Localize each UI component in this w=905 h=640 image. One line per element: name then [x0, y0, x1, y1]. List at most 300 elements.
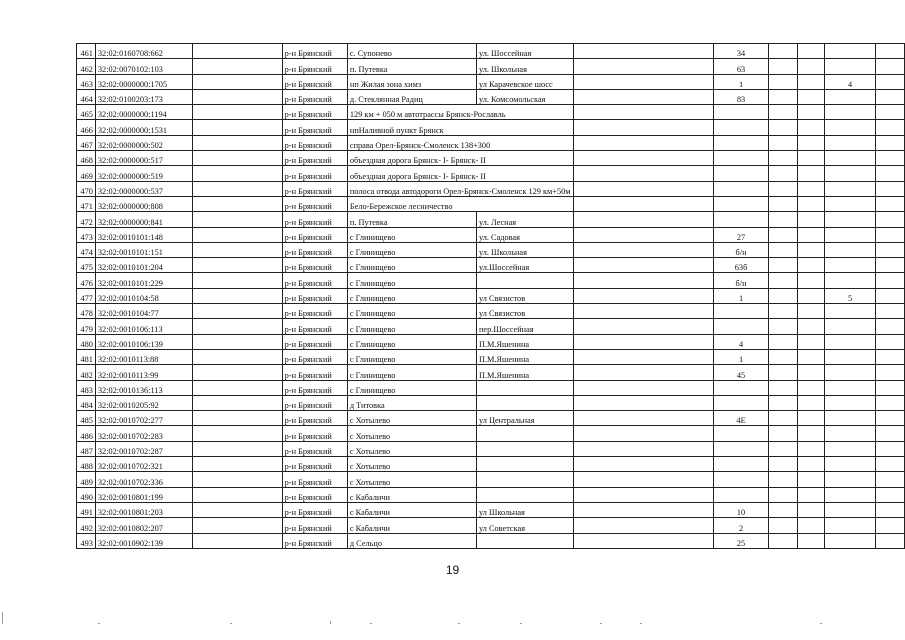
blank-cell	[798, 319, 825, 334]
blank-cell	[192, 242, 282, 257]
blank-cell	[573, 441, 713, 456]
table-row	[77, 319, 905, 334]
blank-cell	[876, 441, 905, 456]
blank-cell	[769, 319, 798, 334]
blank-cell	[192, 120, 282, 135]
district: р-н Брянский	[282, 151, 347, 166]
street: ул Советская	[476, 518, 573, 533]
blank-cell	[192, 487, 282, 502]
blank-cell	[573, 196, 713, 211]
blank-cell	[769, 212, 798, 227]
blank-cell	[769, 105, 798, 120]
blank-cell	[876, 426, 905, 441]
blank-cell	[876, 319, 905, 334]
blank-cell	[876, 365, 905, 380]
blank-cell	[192, 441, 282, 456]
blank-cell	[798, 349, 825, 364]
row-number: 473	[77, 227, 96, 242]
street: пер.Шоссейная	[476, 319, 573, 334]
blank-cell	[769, 518, 798, 533]
blank-cell	[876, 334, 905, 349]
blank-cell	[798, 105, 825, 120]
blank-cell	[769, 426, 798, 441]
street	[476, 472, 573, 487]
extra-number	[824, 105, 876, 120]
street: ул Связистов	[476, 288, 573, 303]
blank-cell	[192, 533, 282, 548]
blank-cell	[769, 151, 798, 166]
blank-cell	[573, 304, 713, 319]
blank-cell	[798, 212, 825, 227]
street	[476, 533, 573, 548]
locality: с Глинищево	[347, 258, 476, 273]
blank-cell	[798, 457, 825, 472]
blank-cell	[798, 273, 825, 288]
blank-cell	[769, 135, 798, 150]
locality: с Хотылево	[347, 426, 476, 441]
district: р-н Брянский	[282, 74, 347, 89]
locality: п. Путевка	[347, 212, 476, 227]
blank-cell	[876, 181, 905, 196]
blank-cell	[769, 44, 798, 59]
blank-cell	[798, 426, 825, 441]
blank-cell	[769, 227, 798, 242]
district: р-н Брянский	[282, 319, 347, 334]
house-number: 25	[713, 533, 769, 548]
cadastral-number: 32:02:0100203:173	[95, 89, 192, 104]
blank-cell	[769, 166, 798, 181]
extra-number	[824, 502, 876, 517]
extra-number	[824, 258, 876, 273]
locality: с Кабаличи	[347, 518, 476, 533]
district: р-н Брянский	[282, 89, 347, 104]
cadastral-number: 32:02:0000000:537	[95, 181, 192, 196]
blank-cell	[192, 212, 282, 227]
row-number: 468	[77, 151, 96, 166]
blank-cell	[798, 166, 825, 181]
blank-cell	[798, 502, 825, 517]
district: р-н Брянский	[282, 472, 347, 487]
blank-cell	[573, 273, 713, 288]
blank-cell	[876, 44, 905, 59]
blank-cell	[798, 395, 825, 410]
cadastral-number: 32:02:0010702:321	[95, 457, 192, 472]
street	[476, 273, 573, 288]
extra-number	[824, 166, 876, 181]
blank-cell	[192, 288, 282, 303]
district: р-н Брянский	[282, 365, 347, 380]
cadastral-number: 32:02:0010702:277	[95, 411, 192, 426]
cadastral-number: 32:02:0000000:808	[95, 196, 192, 211]
row-number: 484	[77, 395, 96, 410]
blank-cell	[769, 457, 798, 472]
table-row	[77, 395, 905, 410]
house-number: 63б	[713, 258, 769, 273]
district: р-н Брянский	[282, 166, 347, 181]
blank-cell	[573, 258, 713, 273]
street: ул. Школьная	[476, 59, 573, 74]
blank-cell	[798, 533, 825, 548]
blank-cell	[573, 227, 713, 242]
extra-number	[824, 151, 876, 166]
registry-sheet	[76, 43, 905, 549]
blank-cell	[798, 59, 825, 74]
house-number: 4Е	[713, 411, 769, 426]
row-number: 483	[77, 380, 96, 395]
table-row	[77, 487, 905, 502]
district: р-н Брянский	[282, 196, 347, 211]
row-number: 471	[77, 196, 96, 211]
locality: с Глинищево	[347, 349, 476, 364]
row-number: 491	[77, 502, 96, 517]
row-number: 470	[77, 181, 96, 196]
cadastral-number: 32:02:0000000:502	[95, 135, 192, 150]
district: р-н Брянский	[282, 380, 347, 395]
blank-cell	[798, 74, 825, 89]
blank-cell	[573, 319, 713, 334]
house-number	[713, 441, 769, 456]
extra-number	[824, 518, 876, 533]
blank-cell	[573, 181, 713, 196]
district: р-н Брянский	[282, 349, 347, 364]
blank-cell	[876, 380, 905, 395]
district: р-н Брянский	[282, 135, 347, 150]
blank-cell	[573, 166, 713, 181]
blank-cell	[876, 59, 905, 74]
cadastral-number: 32:02:0010801:199	[95, 487, 192, 502]
blank-cell	[573, 89, 713, 104]
blank-cell	[798, 472, 825, 487]
district: р-н Брянский	[282, 181, 347, 196]
blank-cell	[192, 304, 282, 319]
locality: Бело-Бережское лесничество	[347, 196, 573, 211]
blank-cell	[192, 334, 282, 349]
cadastral-number: 32:02:0010101:229	[95, 273, 192, 288]
blank-cell	[573, 411, 713, 426]
extra-number	[824, 349, 876, 364]
cadastral-number: 32:02:0010113:88	[95, 349, 192, 364]
blank-cell	[192, 273, 282, 288]
blank-cell	[192, 74, 282, 89]
district: р-н Брянский	[282, 273, 347, 288]
blank-cell	[769, 334, 798, 349]
locality: с Кабаличи	[347, 502, 476, 517]
house-number	[713, 457, 769, 472]
blank-cell	[769, 59, 798, 74]
blank-cell	[573, 334, 713, 349]
table-row	[77, 212, 905, 227]
blank-cell	[192, 181, 282, 196]
blank-cell	[573, 457, 713, 472]
blank-cell	[769, 258, 798, 273]
locality: с Глинищево	[347, 288, 476, 303]
blank-cell	[798, 258, 825, 273]
extra-number	[824, 304, 876, 319]
table-row	[77, 273, 905, 288]
blank-cell	[798, 365, 825, 380]
extra-number	[824, 395, 876, 410]
row-number: 465	[77, 105, 96, 120]
blank-cell	[192, 151, 282, 166]
house-number	[713, 319, 769, 334]
house-number: 63	[713, 59, 769, 74]
blank-cell	[192, 135, 282, 150]
blank-cell	[192, 365, 282, 380]
blank-cell	[876, 518, 905, 533]
table-row	[77, 151, 905, 166]
locality: с Глинищево	[347, 273, 476, 288]
district: р-н Брянский	[282, 395, 347, 410]
cadastral-number: 32:02:0010801:203	[95, 502, 192, 517]
table-row	[77, 242, 905, 257]
cadastral-number: 32:02:0000000:519	[95, 166, 192, 181]
house-number	[713, 380, 769, 395]
blank-cell	[769, 395, 798, 410]
blank-cell	[573, 135, 713, 150]
house-number: 10	[713, 502, 769, 517]
locality: с Хотылево	[347, 457, 476, 472]
blank-cell	[192, 457, 282, 472]
blank-cell	[573, 349, 713, 364]
house-number: 1	[713, 288, 769, 303]
table-row	[77, 518, 905, 533]
district: р-н Брянский	[282, 242, 347, 257]
street: ул. Шоссейная	[476, 44, 573, 59]
table-row	[77, 411, 905, 426]
blank-cell	[192, 166, 282, 181]
extra-number	[824, 472, 876, 487]
street: П.М.Яшенина	[476, 349, 573, 364]
district: р-н Брянский	[282, 411, 347, 426]
locality: с Глинищево	[347, 227, 476, 242]
locality: с Глинищево	[347, 365, 476, 380]
house-number: 27	[713, 227, 769, 242]
registry-rows	[77, 44, 905, 549]
house-number: б/н	[713, 273, 769, 288]
district: р-н Брянский	[282, 44, 347, 59]
extra-number	[824, 89, 876, 104]
table-row	[77, 135, 905, 150]
locality: нп Жилая зона химз	[347, 74, 476, 89]
cadastral-number: 32:02:0000000:517	[95, 151, 192, 166]
house-number: 2	[713, 518, 769, 533]
extra-number	[824, 411, 876, 426]
cadastral-number: 32:02:0010702:287	[95, 441, 192, 456]
cadastral-number: 32:02:0010101:148	[95, 227, 192, 242]
district: р-н Брянский	[282, 227, 347, 242]
row-number: 487	[77, 441, 96, 456]
blank-cell	[573, 212, 713, 227]
blank-cell	[573, 74, 713, 89]
district: р-н Брянский	[282, 533, 347, 548]
house-number	[713, 181, 769, 196]
blank-cell	[876, 196, 905, 211]
blank-cell	[876, 151, 905, 166]
blank-cell	[192, 44, 282, 59]
blank-cell	[876, 411, 905, 426]
district: р-н Брянский	[282, 441, 347, 456]
cadastral-number: 32:02:0010902:139	[95, 533, 192, 548]
blank-cell	[192, 227, 282, 242]
blank-cell	[769, 120, 798, 135]
house-number	[713, 304, 769, 319]
house-number	[713, 472, 769, 487]
blank-cell	[192, 395, 282, 410]
table-row	[77, 304, 905, 319]
blank-cell	[798, 334, 825, 349]
table-row	[77, 227, 905, 242]
blank-cell	[769, 380, 798, 395]
cadastral-number: 32:02:0010101:151	[95, 242, 192, 257]
district: р-н Брянский	[282, 334, 347, 349]
blank-cell	[876, 472, 905, 487]
row-number: 472	[77, 212, 96, 227]
blank-cell	[769, 273, 798, 288]
row-number: 481	[77, 349, 96, 364]
extra-number	[824, 44, 876, 59]
blank-cell	[573, 151, 713, 166]
street: ул Карачевское шосс	[476, 74, 573, 89]
table-row	[77, 196, 905, 211]
locality: с Хотылево	[347, 472, 476, 487]
blank-cell	[192, 258, 282, 273]
cadastral-number: 32:02:0010101:204	[95, 258, 192, 273]
table-row	[77, 380, 905, 395]
house-number	[713, 166, 769, 181]
blank-cell	[192, 349, 282, 364]
house-number	[713, 105, 769, 120]
table-row	[77, 258, 905, 273]
cadastral-number: 32:02:0010106:113	[95, 319, 192, 334]
table-row	[77, 502, 905, 517]
street	[476, 395, 573, 410]
table-row	[77, 59, 905, 74]
blank-cell	[192, 411, 282, 426]
blank-cell	[192, 426, 282, 441]
street	[476, 457, 573, 472]
row-number: 462	[77, 59, 96, 74]
locality: справа Орел-Брянск-Смоленск 138+300	[347, 135, 573, 150]
district: р-н Брянский	[282, 304, 347, 319]
blank-cell	[573, 242, 713, 257]
blank-cell	[876, 395, 905, 410]
house-number	[713, 120, 769, 135]
cadastral-number: 32:02:0000000:1194	[95, 105, 192, 120]
blank-cell	[876, 349, 905, 364]
blank-cell	[798, 441, 825, 456]
locality: п. Путевка	[347, 59, 476, 74]
blank-cell	[876, 166, 905, 181]
street: ул Связистов	[476, 304, 573, 319]
table-row	[77, 426, 905, 441]
cadastral-number: 32:02:0070102:103	[95, 59, 192, 74]
cadastral-number: 32:02:0160708:662	[95, 44, 192, 59]
blank-cell	[769, 288, 798, 303]
blank-cell	[798, 196, 825, 211]
blank-cell	[573, 44, 713, 59]
table-row	[77, 44, 905, 59]
blank-cell	[769, 89, 798, 104]
table-row	[77, 334, 905, 349]
district: р-н Брянский	[282, 59, 347, 74]
registry-table	[76, 43, 905, 549]
blank-cell	[798, 288, 825, 303]
blank-cell	[573, 426, 713, 441]
district: р-н Брянский	[282, 426, 347, 441]
district: р-н Брянский	[282, 120, 347, 135]
house-number: 1	[713, 74, 769, 89]
blank-cell	[798, 135, 825, 150]
street	[476, 380, 573, 395]
row-number: 474	[77, 242, 96, 257]
cadastral-number: 32:02:0010104:58	[95, 288, 192, 303]
blank-cell	[876, 533, 905, 548]
blank-cell	[573, 59, 713, 74]
extra-number	[824, 319, 876, 334]
row-number: 489	[77, 472, 96, 487]
house-number: б/н	[713, 242, 769, 257]
cadastral-number: 32:02:0010802:207	[95, 518, 192, 533]
house-number	[713, 487, 769, 502]
blank-cell	[876, 242, 905, 257]
blank-cell	[769, 487, 798, 502]
locality: с Глинищево	[347, 319, 476, 334]
extra-number	[824, 365, 876, 380]
blank-cell	[769, 411, 798, 426]
house-number	[713, 135, 769, 150]
blank-cell	[876, 227, 905, 242]
extra-number	[824, 380, 876, 395]
cadastral-number: 32:02:0010106:139	[95, 334, 192, 349]
blank-cell	[192, 196, 282, 211]
row-number: 485	[77, 411, 96, 426]
cadastral-number: 32:02:0000000:841	[95, 212, 192, 227]
cadastral-number: 32:02:0010113:99	[95, 365, 192, 380]
locality: полоса отвода автодороги Орел-Брянск-Смоленск 129 км+50м	[347, 181, 573, 196]
house-number: 83	[713, 89, 769, 104]
blank-cell	[798, 181, 825, 196]
district: р-н Брянский	[282, 288, 347, 303]
table-row	[77, 74, 905, 89]
row-number: 461	[77, 44, 96, 59]
row-number: 476	[77, 273, 96, 288]
blank-cell	[769, 181, 798, 196]
blank-cell	[192, 319, 282, 334]
blank-cell	[798, 411, 825, 426]
table-row	[77, 89, 905, 104]
blank-cell	[798, 518, 825, 533]
street	[476, 441, 573, 456]
blank-cell	[573, 502, 713, 517]
row-number: 493	[77, 533, 96, 548]
locality: с Хотылево	[347, 441, 476, 456]
blank-cell	[769, 349, 798, 364]
row-number: 469	[77, 166, 96, 181]
district: р-н Брянский	[282, 258, 347, 273]
locality: с. Супонево	[347, 44, 476, 59]
blank-cell	[573, 365, 713, 380]
blank-cell	[769, 441, 798, 456]
blank-cell	[876, 273, 905, 288]
house-number	[713, 212, 769, 227]
house-number: 4	[713, 334, 769, 349]
locality: с Хотылево	[347, 411, 476, 426]
blank-cell	[192, 105, 282, 120]
row-number: 479	[77, 319, 96, 334]
blank-cell	[192, 59, 282, 74]
row-number: 490	[77, 487, 96, 502]
locality: объездная дорога Брянск- I- Брянск- II	[347, 151, 573, 166]
